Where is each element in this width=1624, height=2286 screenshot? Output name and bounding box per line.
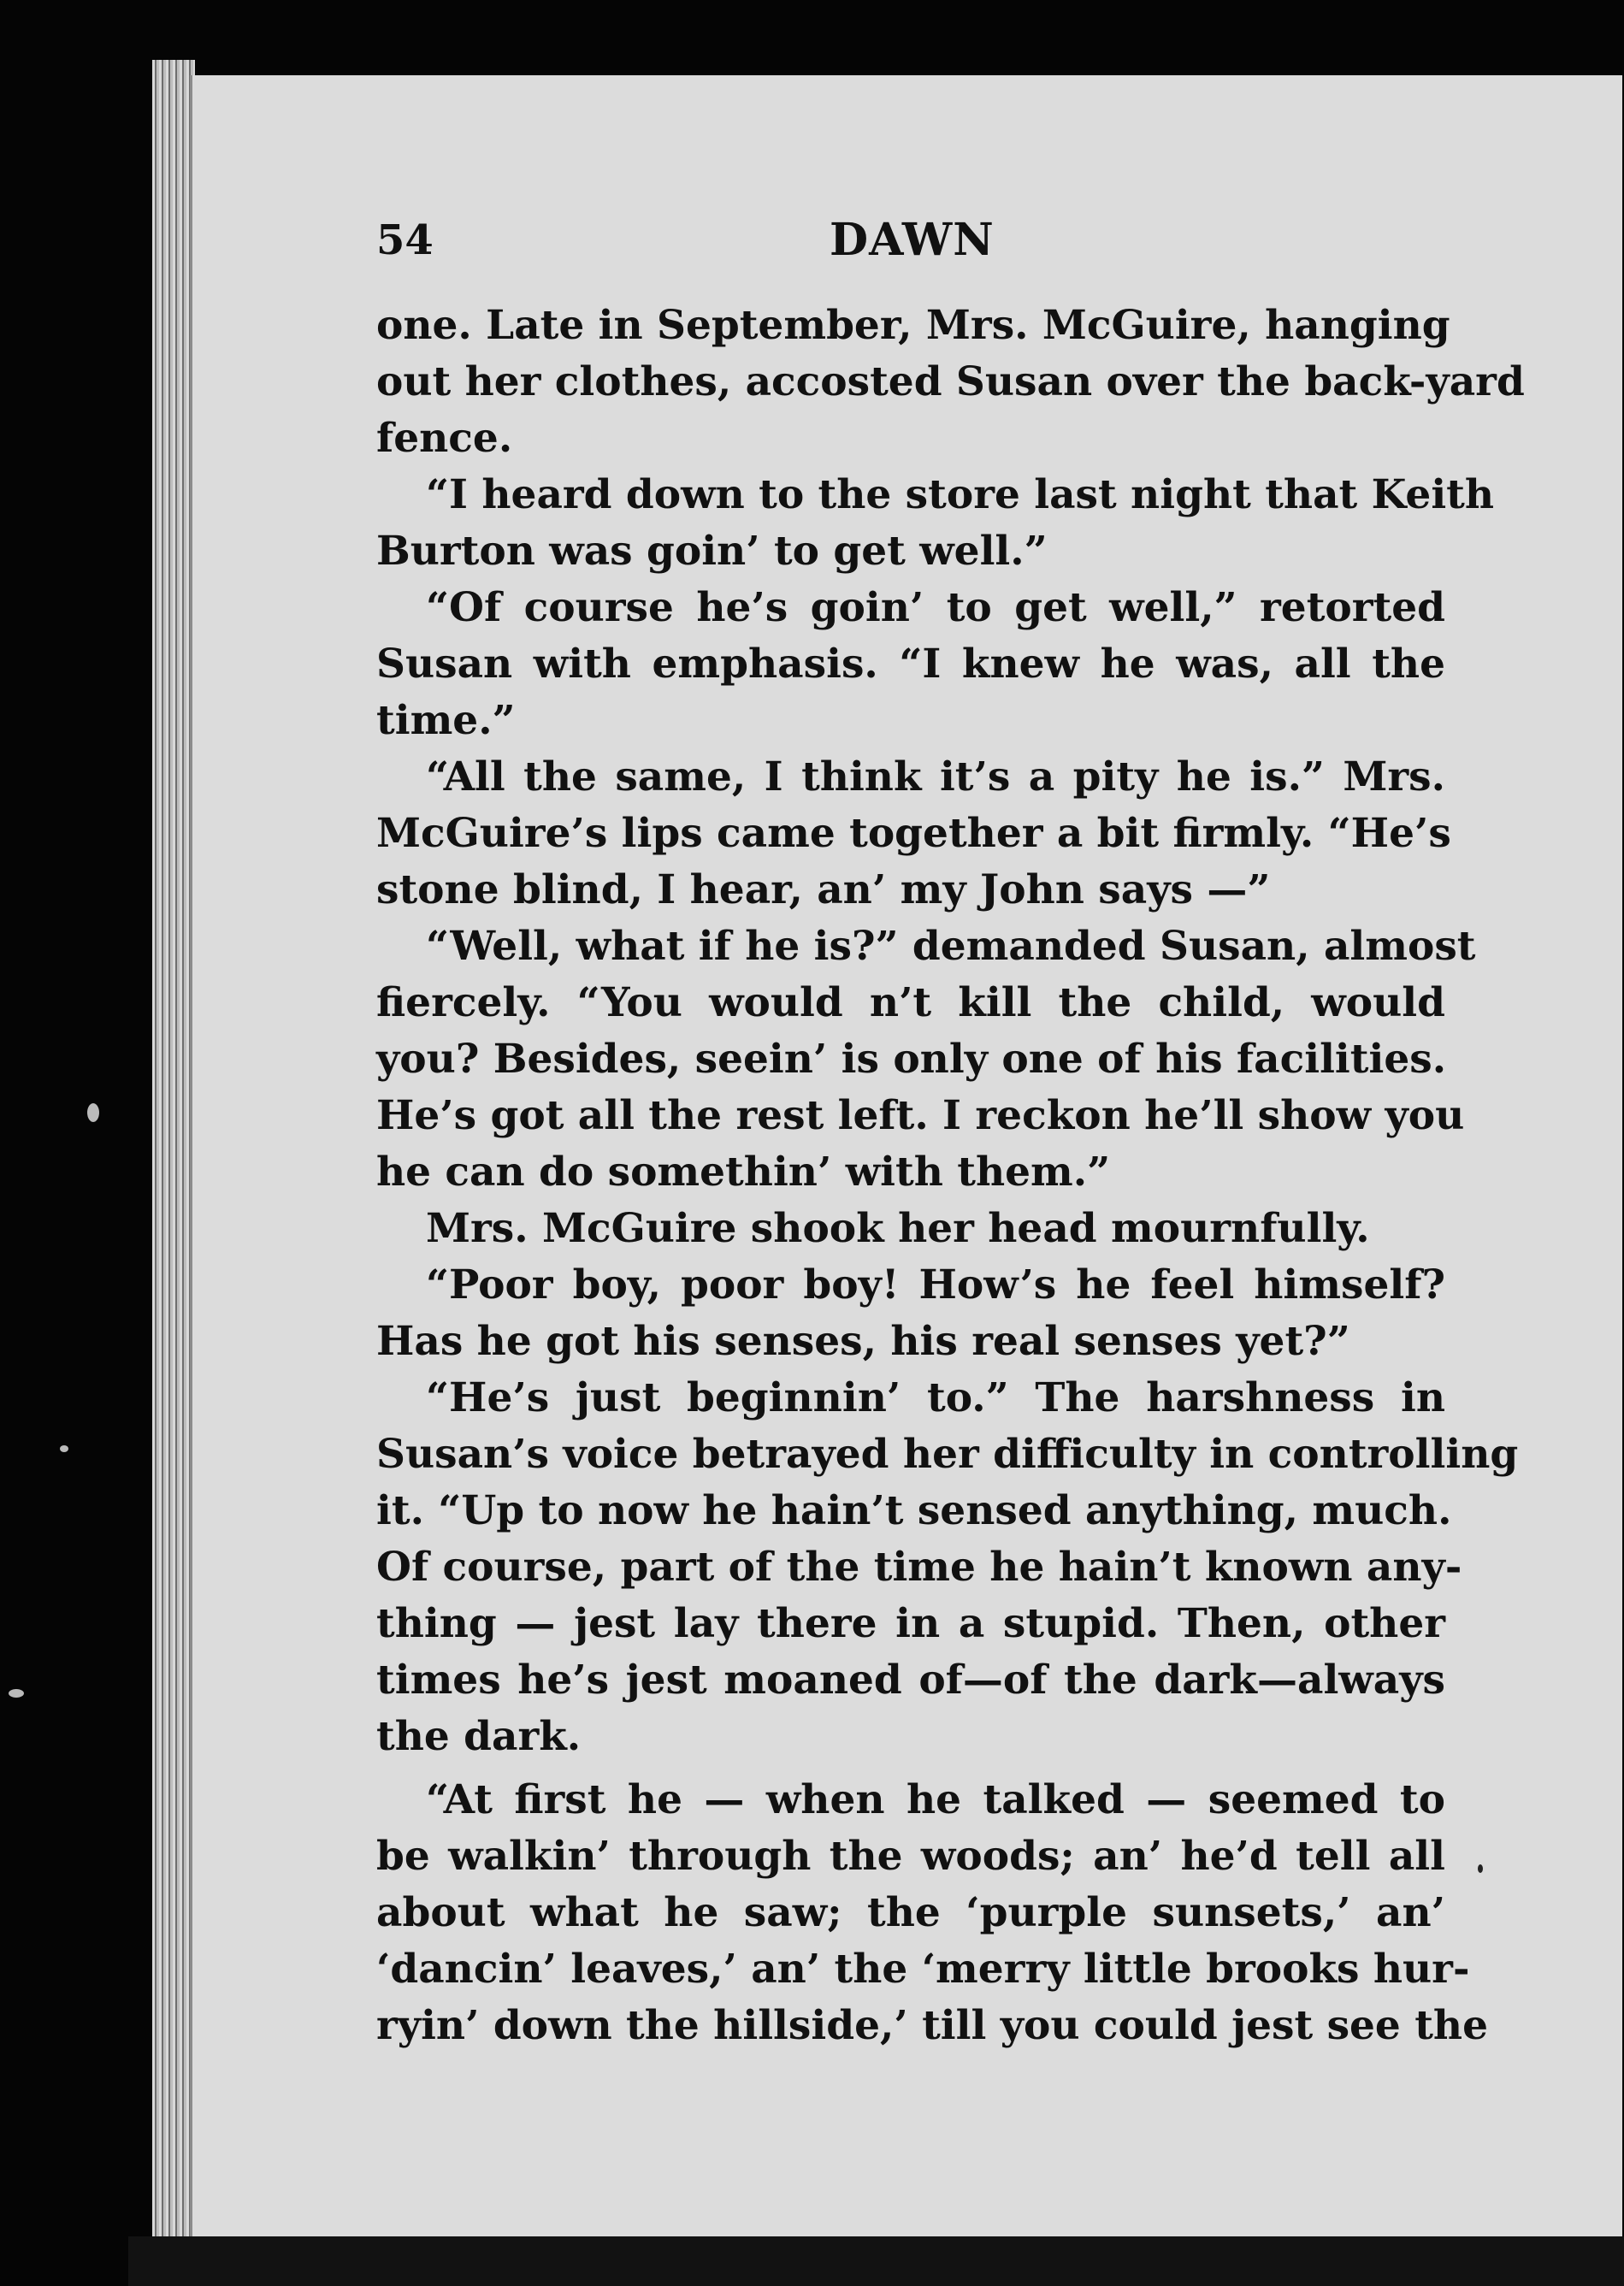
page-edges [152, 60, 195, 2249]
text-line: “He’s just beginnin’ to.” The harshness in [426, 1374, 1445, 1421]
text-line: “Poor boy, poor boy! How’s he feel himself? [426, 1261, 1445, 1308]
text-line: about what he saw; the ‘purple sunsets,’ an’ [376, 1889, 1445, 1936]
text-line: out her clothes, accosted Susan over the back-yard [376, 358, 1525, 405]
running-head: DAWN [830, 214, 995, 266]
text-line: stone blind, I hear, an’ my John says —” [376, 866, 1271, 913]
text-line: Of course, part of the time he hain’t known any- [376, 1544, 1462, 1591]
text-line: Susan’s voice betrayed her difficulty in controlling [376, 1431, 1519, 1478]
text-line: Susan with emphasis. “I knew he was, all the [376, 641, 1445, 688]
body-text [376, 298, 1525, 2054]
text-line: “Well, what if he is?” demanded Susan, almost [426, 923, 1476, 970]
text-line: He’s got all the rest left. I reckon he’ll show you [376, 1092, 1465, 1139]
text-line: he can do somethin’ with them.” [376, 1149, 1111, 1196]
text-line: “Of course he’s goin’ to get well,” retorted [426, 584, 1445, 631]
text-line: fiercely. “You would n’t kill the child, would [376, 979, 1445, 1026]
text-line: Mrs. McGuire shook her head mournfully. [426, 1205, 1370, 1252]
text-line: “All the same, I think it’s a pity he is.” Mrs. [426, 753, 1445, 800]
text-line: ‘dancin’ leaves,’ an’ the ‘merry little brooks hur- [376, 1946, 1470, 1993]
page-number: 54 [376, 216, 434, 264]
text-line: times he’s jest moaned of—of the dark—always [376, 1657, 1445, 1704]
text-line: one. Late in September, Mrs. McGuire, hanging [376, 302, 1450, 349]
text-line: time.” [376, 697, 516, 744]
text-line: you? Besides, seein’ is only one of his facilities. [376, 1036, 1447, 1083]
text-line: it. “Up to now he hain’t sensed anything, much. [376, 1487, 1452, 1534]
text-line: thing — jest lay there in a stupid. Then, other [376, 1600, 1445, 1647]
text-line: be walkin’ through the woods; an’ he’d tell all [376, 1833, 1445, 1880]
text-line: McGuire’s lips came together a bit firmly. “He’s [376, 810, 1451, 857]
scan-border [128, 2236, 1624, 2286]
text-line: fence. [376, 415, 513, 462]
text-line: Burton was goin’ to get well.” [376, 528, 1048, 575]
text-line: ryin’ down the hillside,’ till you could jest see the [376, 2002, 1488, 2049]
text-line: the dark. [376, 1713, 582, 1760]
text-line: “I heard down to the store last night that Keith [426, 471, 1495, 518]
text-line: Has he got his senses, his real senses yet?” [376, 1318, 1350, 1365]
text-line: “At first he — when he talked — seemed to [426, 1776, 1445, 1823]
page-header [376, 212, 1445, 272]
